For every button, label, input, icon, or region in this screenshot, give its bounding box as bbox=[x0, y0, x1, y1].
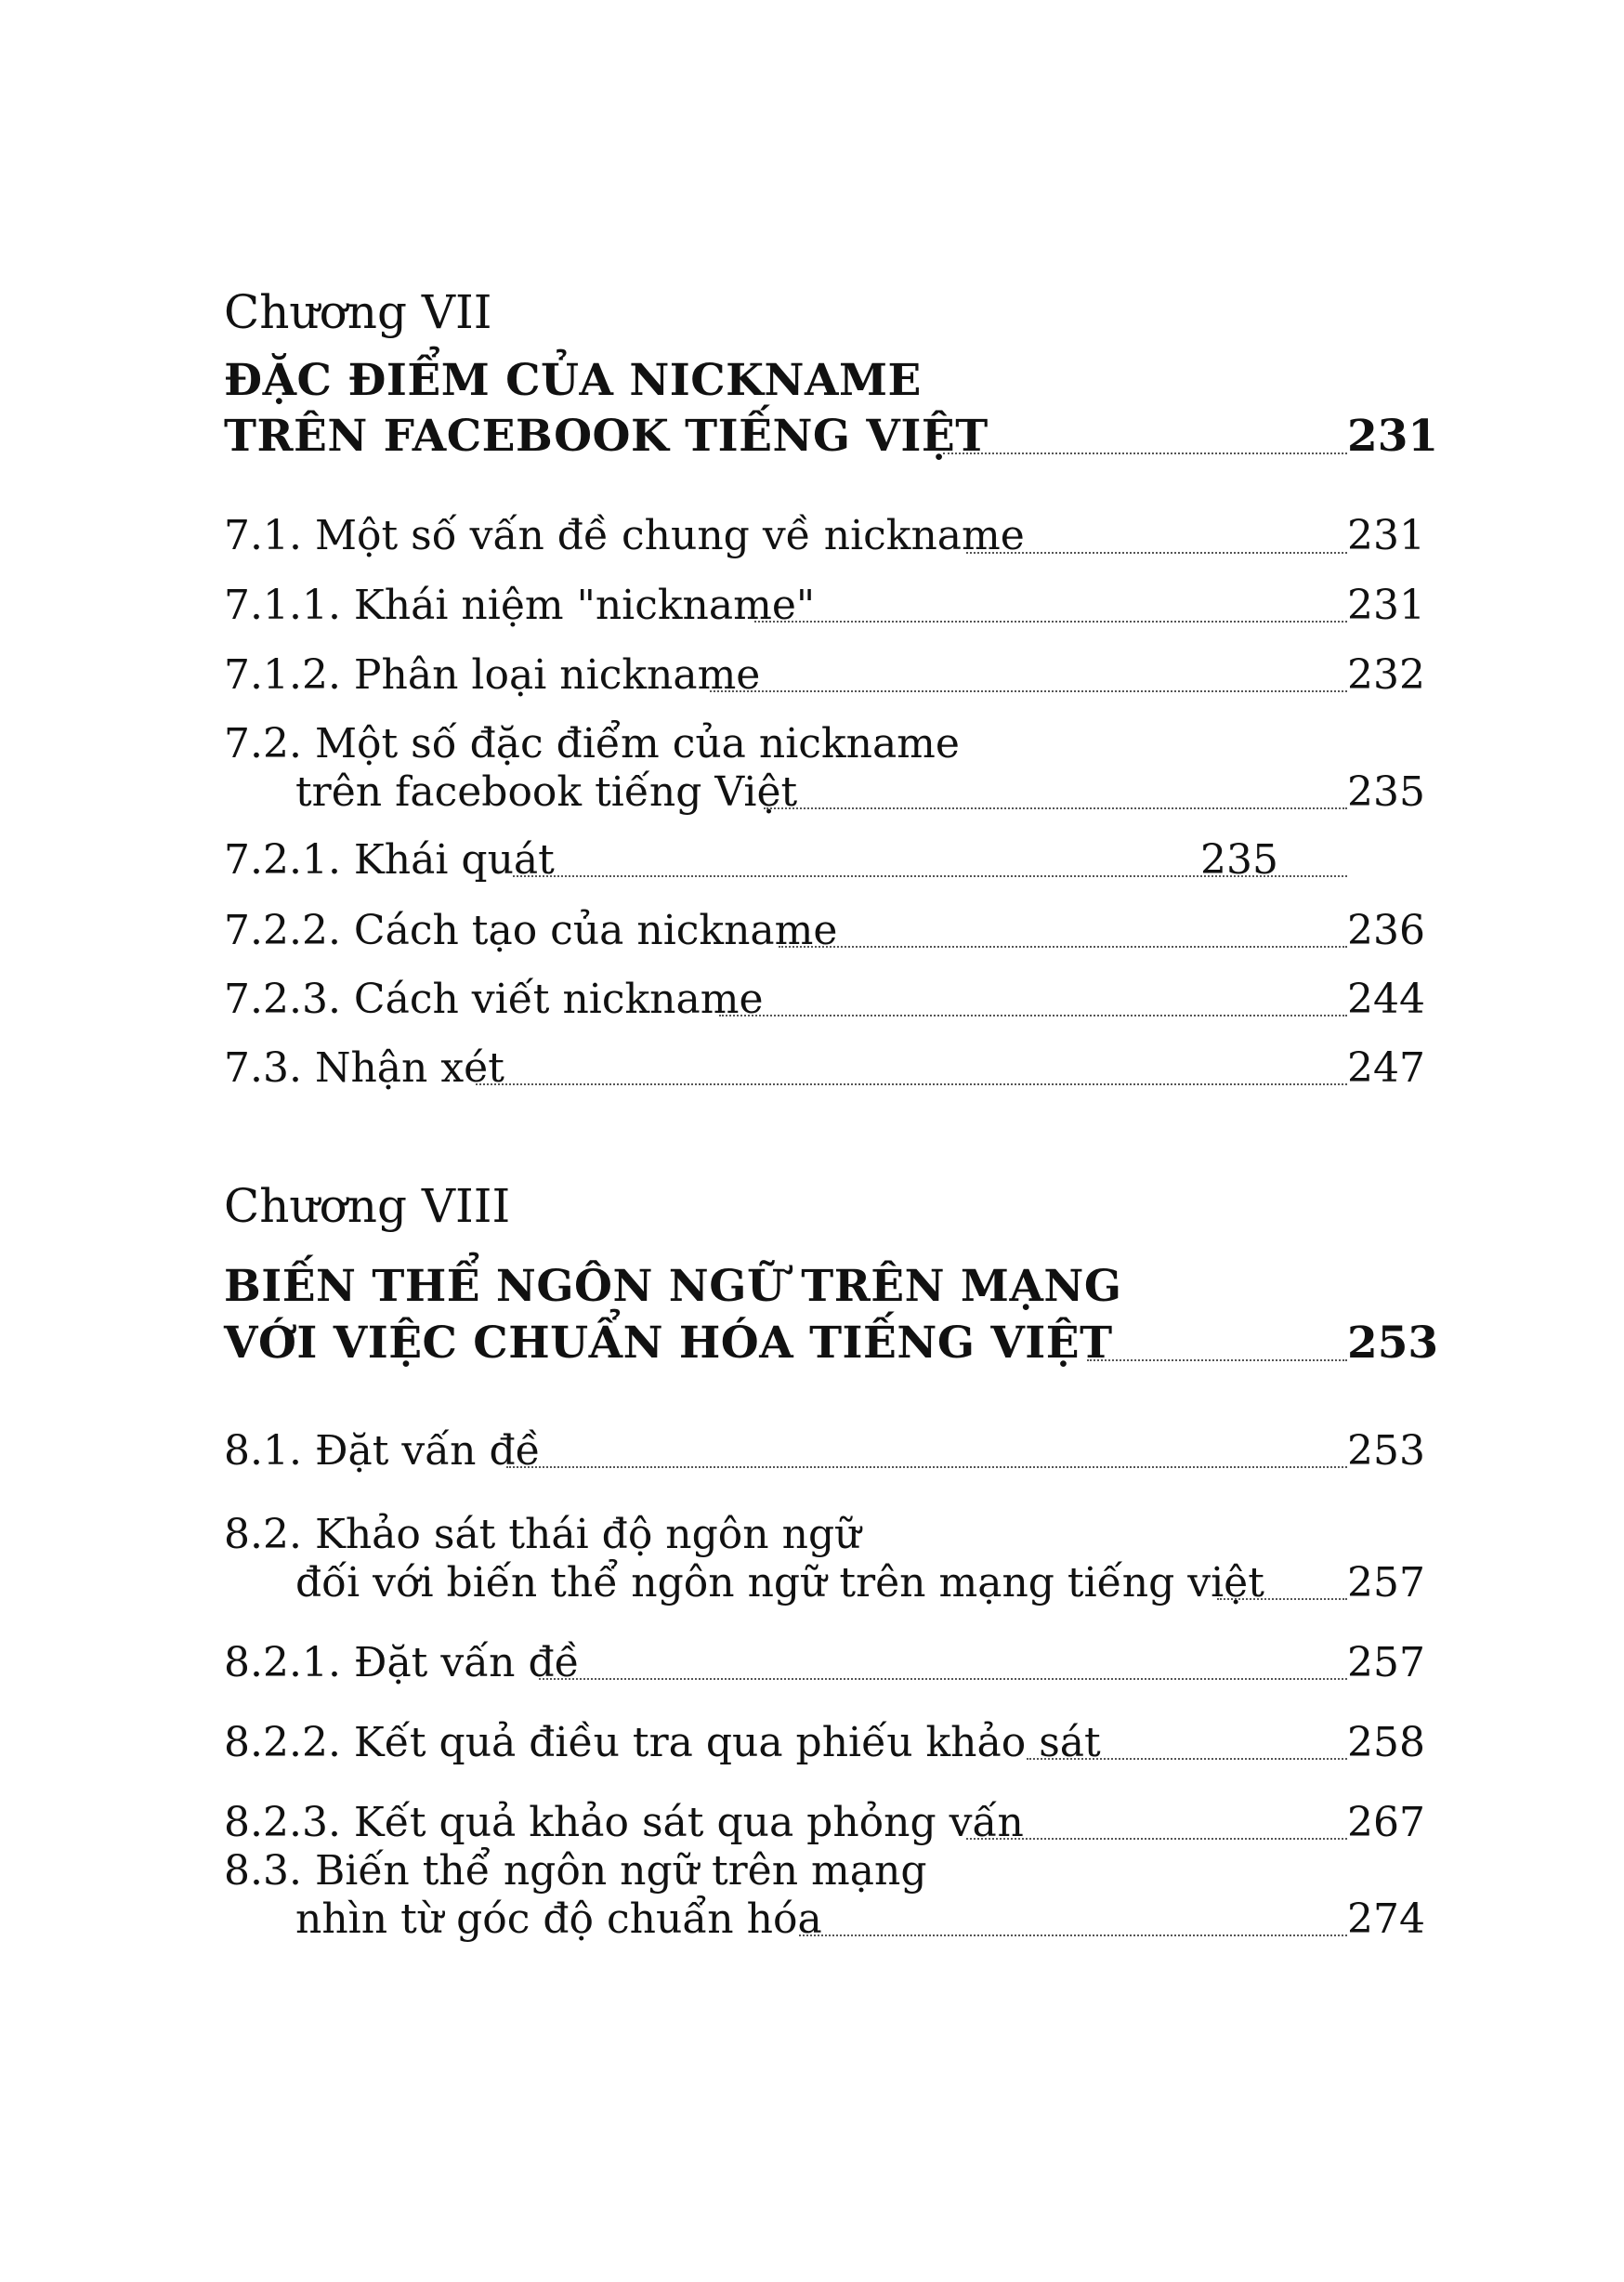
toc-entry-leader bbox=[754, 621, 1347, 623]
toc-entry-title: 7.2. Một số đặc điểm của nickname bbox=[224, 720, 960, 767]
toc-entry-title: 8.2.2. Kết quả điều tra qua phiếu khảo sát bbox=[224, 1719, 1101, 1766]
toc-entry-leader bbox=[764, 807, 1347, 809]
chapter-8-title-line1: BIẾN THỂ NGÔN NGỮ TRÊN MẠNG bbox=[224, 1261, 1122, 1312]
toc-entry-leader bbox=[799, 1934, 1347, 1936]
toc-entry-page: 235 bbox=[1200, 836, 1278, 884]
toc-entry-title-line2: trên facebook tiếng Việt bbox=[295, 768, 798, 816]
toc-entry-title: 8.1. Đặt vấn đề bbox=[224, 1427, 541, 1475]
toc-entry-page: 253 bbox=[1347, 1427, 1425, 1475]
toc-entry-leader bbox=[966, 552, 1347, 554]
toc-entry-leader bbox=[506, 1466, 1347, 1468]
toc-entry-title: 8.2. Khảo sát thái độ ngôn ngữ bbox=[224, 1511, 861, 1558]
chapter-7-title-line2: TRÊN FACEBOOK TIẾNG VIỆT bbox=[224, 411, 989, 462]
chapter-8-leader bbox=[1087, 1359, 1347, 1361]
toc-entry-title: 7.2.1. Khái quát bbox=[224, 836, 555, 884]
toc-entry-title: 7.2.3. Cách viết nickname bbox=[224, 976, 764, 1023]
chapter-7-page: 231 bbox=[1347, 411, 1439, 462]
toc-entry-page: 231 bbox=[1347, 582, 1425, 629]
toc-entry-leader bbox=[710, 690, 1347, 692]
toc-entry-page: 236 bbox=[1347, 907, 1425, 954]
toc-entry-page: 258 bbox=[1347, 1719, 1425, 1766]
chapter-8-title-line2: VỚI VIỆC CHUẨN HÓA TIẾNG VIỆT bbox=[224, 1318, 1113, 1369]
toc-entry-page: 267 bbox=[1347, 1799, 1425, 1846]
toc-entry-title: 7.1.2. Phân loại nickname bbox=[224, 651, 761, 699]
toc-entry-page: 274 bbox=[1347, 1895, 1425, 1943]
toc-entry-title-line2: đối với biến thể ngôn ngữ trên mạng tiếng việt bbox=[295, 1559, 1264, 1607]
toc-entry-title: 7.3. Nhận xét bbox=[224, 1044, 504, 1092]
toc-entry-page: 257 bbox=[1347, 1639, 1425, 1686]
chapter-8-page: 253 bbox=[1347, 1318, 1439, 1369]
toc-entry-page: 231 bbox=[1347, 512, 1425, 559]
toc-entry-leader bbox=[1217, 1598, 1347, 1600]
toc-entry-leader bbox=[539, 1678, 1347, 1680]
chapter-7-leader bbox=[943, 452, 1347, 454]
toc-entry-leader bbox=[719, 1015, 1347, 1016]
toc-entry-leader bbox=[779, 946, 1347, 948]
chapter-7-title-line1: ĐẶC ĐIỂM CỦA NICKNAME bbox=[224, 355, 922, 406]
toc-entry-page: 232 bbox=[1347, 651, 1425, 699]
chapter-8-label: Chương VIII bbox=[224, 1179, 511, 1233]
toc-entry-page: 247 bbox=[1347, 1044, 1425, 1092]
toc-entry-leader bbox=[966, 1838, 1347, 1840]
toc-entry-page: 257 bbox=[1347, 1559, 1425, 1607]
toc-entry-title: 8.3. Biến thể ngôn ngữ trên mạng bbox=[224, 1847, 927, 1895]
toc-entry-title: 7.2.2. Cách tạo của nickname bbox=[224, 907, 838, 954]
toc-entry-page: 235 bbox=[1347, 768, 1425, 816]
toc-entry-title: 8.2.3. Kết quả khảo sát qua phỏng vấn bbox=[224, 1799, 1024, 1846]
chapter-7-label: Chương VII bbox=[224, 285, 492, 339]
toc-entry-title: 7.1. Một số vấn đề chung về nickname bbox=[224, 512, 1025, 559]
toc-entry-leader bbox=[476, 1083, 1347, 1085]
toc-entry-title-line2: nhìn từ góc độ chuẩn hóa bbox=[295, 1895, 822, 1943]
toc-entry-title: 7.1.1. Khái niệm "nickname" bbox=[224, 582, 816, 629]
toc-entry-page: 244 bbox=[1347, 976, 1425, 1023]
toc-entry-leader bbox=[1027, 1758, 1347, 1760]
toc-entry-title: 8.2.1. Đặt vấn đề bbox=[224, 1639, 580, 1686]
